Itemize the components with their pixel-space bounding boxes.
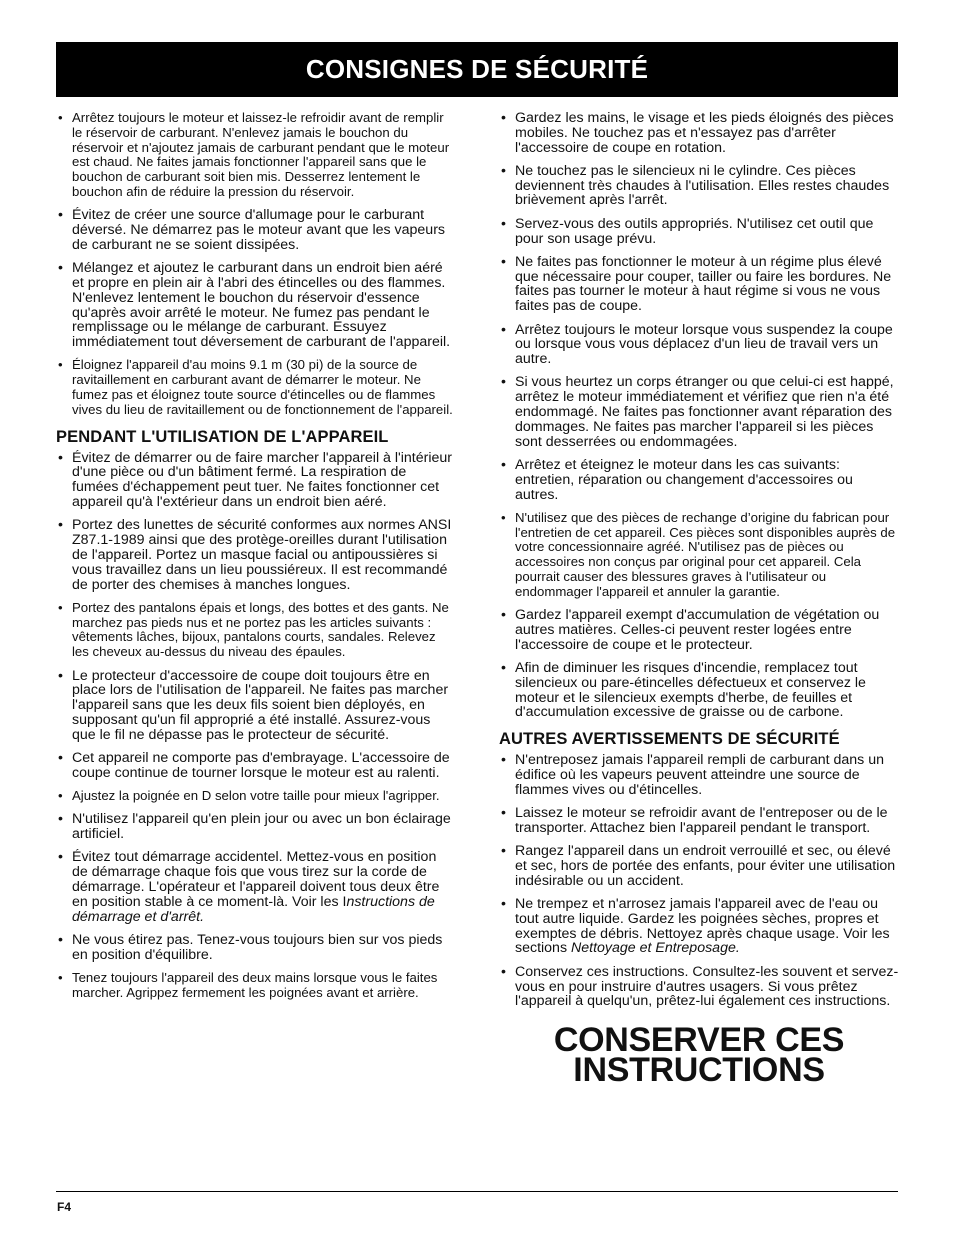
closing-title-line: INSTRUCTIONS xyxy=(573,1051,825,1090)
list-item: • Servez-vous des outils appropriés. N'utilisez cet outil que pour son usage prévu. xyxy=(499,217,899,247)
list-item: • Laissez le moteur se refroidir avant de l'entreposer ou de le transporter. Attachez bien l'appareil pendant le transport. xyxy=(499,806,899,836)
list-item: • Portez des lunettes de sécurité conformes aux normes ANSI Z87.1-1989 ainsi que des protège-oreilles durant l'utilisation de l'appareil. Portez un masque facial ou antipoussières si vous travaillez dans un lieu poussiéreux. Il est recommandé de porter des chemises à manches longues. xyxy=(56,518,456,592)
list-item: • Évitez de démarrer ou de faire marcher l'appareil à l'intérieur d'une pièce ou d'un bâtiment fermé. La respiration de fumées d'échappement peut tuer. Ne faites fonctionner cet appareil qu'à l'extérieur dans un endroit bien aéré. xyxy=(56,451,456,510)
list-item: • Portez des pantalons épais et longs, des bottes et des gants. Ne marchez pas pieds nus et ne portez pas les articles suivants : vêtements lâches, bijoux, pantalons courts, sandales. Relevez les cheveux au-dessus du niveau des épaules. xyxy=(56,601,456,660)
closing-title-line: CONSERVER CES xyxy=(553,1021,845,1060)
page-number: F4 xyxy=(57,1200,72,1214)
general-safety-list xyxy=(499,111,899,720)
list-item: • Rangez l'appareil dans un endroit verrouillé et sec, ou élevé et sec, hors de portée des enfants, pour éviter une utilisation indésirable ou un accident. xyxy=(499,844,899,888)
list-item: • N'entreposez jamais l'appareil rempli de carburant dans un édifice où les vapeurs peuvent atteindre une source de flammes vives ou d'étincelles. xyxy=(499,753,899,797)
list-item-text: Évitez tout démarrage accidentel. Mettez-vous en position de démarrage chaque fois que vous tirez sur la corde de démarrage. L'opérateur et l'appareil doivent tous deux être en position stable à ce moment-là. Voir les I xyxy=(72,849,440,910)
section-heading-other-warnings: AUTRES AVERTISSEMENTS DE SÉCURITÉ xyxy=(499,730,840,749)
list-item: • Tenez toujours l'appareil des deux mains lorsque vous le faites marcher. Agrippez fermement les poignées avant et arrière. xyxy=(56,971,456,1001)
list-item: • N'utilisez que des pièces de rechange d’origine du fabrican pour l'entretien de cet appareil. Ces pièces sont disponibles auprès de votre concessionnaire agréé. N'utilisez pas de pièces ou accessoires non conçus par original pour cet appareil. Cela pourrait causer des blessures graves à l'utilisateur ou endommager l'appareil et annuler la garantie. xyxy=(499,511,899,600)
left-column xyxy=(56,111,456,1009)
list-item: • Arrêtez toujours le moteur lorsque vous suspendez la coupe ou lorsque vous vous déplacez d'un lieu de travail vers un autre. xyxy=(499,323,899,367)
list-item: • Ne faites pas fonctionner le moteur à un régime plus élevé que nécessaire pour couper, tailler ou faire les bordures. Ne faites pas tourner le moteur à haut régime si vous ne vous faites pas de coupe. xyxy=(499,255,899,314)
fuel-safety-list xyxy=(56,111,456,418)
list-item: • Si vous heurtez un corps étranger ou que celui-ci est happé, arrêtez le moteur immédiatement et vérifiez que rien n'a été endommagé. Ne faites pas fonctionner avant réparation des dommages. Ne faites pas marcher l'appareil si les pièces sont desserrées ou endommagées. xyxy=(499,375,899,449)
closing-title xyxy=(499,1021,899,1090)
other-warnings-list xyxy=(499,753,899,1009)
operation-list xyxy=(56,451,456,1001)
list-item: • Arrêtez et éteignez le moteur dans les cas suivants: entretien, réparation ou changement d'accessoires ou autres. xyxy=(499,458,899,502)
list-item: • Le protecteur d'accessoire de coupe doit toujours être en place lors de l'utilisation de l'appareil. Ne faites pas marcher l'appareil sans que les deux fils soient bien déployés, en supposant qu'un fil approprié a été installé. Assurez-vous que le fil ne dépasse pas le protecteur de sécurité. xyxy=(56,669,456,743)
list-item: • Évitez de créer une source d'allumage pour le carburant déversé. Ne démarrez pas le moteur avant que les vapeurs de carburant ne se soient dissipées. xyxy=(56,208,456,252)
list-item: • Conservez ces instructions. Consultez-les souvent et servez-vous en pour instruire d'autres usagers. Si vous prêtez l'appareil à quelqu'un, prêtez-lui également ces instructions. xyxy=(499,965,899,1009)
cross-reference: nstructions de démarrage et d'arrêt. xyxy=(72,893,435,925)
section-banner xyxy=(56,42,898,97)
list-item xyxy=(56,850,456,924)
list-item: • Gardez l'appareil exempt d'accumulation de végétation ou autres matières. Celles-ci peuvent rester logées entre l'accessoire de coupe et le protecteur. xyxy=(499,608,899,652)
list-item: • Mélangez et ajoutez le carburant dans un endroit bien aéré et propre en plein air à l'abri des étincelles ou des flammes. N'enlevez lentement le bouchon du réservoir d'essence qu'après avoir arrêté le moteur. Ne fumez pas pendant le remplissage ou le mélange de carburant. Essuyez immédiatement tout déversement de carburant de l'appareil. xyxy=(56,261,456,350)
cross-reference: Nettoyage et Entreposage. xyxy=(571,940,740,957)
footer-divider xyxy=(56,1191,898,1192)
list-item: • Gardez les mains, le visage et les pieds éloignés des pièces mobiles. Ne touchez pas et n'essayez pas d'arrêter l'accessoire de coupe en rotation. xyxy=(499,111,899,155)
section-heading-operation: PENDANT L'UTILISATION DE L'APPAREIL xyxy=(56,427,389,446)
list-item: • Éloignez l'appareil d'au moins 9.1 m (30 pi) de la source de ravitaillement en carburant avant de démarrer le moteur. Ne fumez pas et éloignez toute source d'étincelles ou de flammes vives du lieu de ravitaillement ou de fonctionnement de l'appareil. xyxy=(56,358,456,417)
page-title: CONSIGNES DE SÉCURITÉ xyxy=(305,54,649,84)
list-item: • Ajustez la poignée en D selon votre taille pour mieux l'agripper. xyxy=(56,789,456,804)
list-item: • Arrêtez toujours le moteur et laissez-le refroidir avant de remplir le réservoir de carburant. N'enlevez jamais le bouchon du réservoir et n'ajoutez jamais de carburant pendant que le moteur est chaud. Ne faites jamais fonctionner l'appareil sans que le bouchon de carburant soit bien mis. Desserrez lentement le bouchon afin de réduire la pression du réservoir. xyxy=(56,111,456,200)
list-item: • Afin de diminuer les risques d'incendie, remplacez tout silencieux ou pare-étincelles défectueux et conservez le moteur et le silencieux exempts d'herbe, de feuilles et d'accumulation excessive de graisse ou de carbone. xyxy=(499,661,899,720)
right-column xyxy=(499,110,899,1090)
list-item xyxy=(499,897,899,956)
list-item: • N'utilisez l'appareil qu'en plein jour ou avec un bon éclairage artificiel. xyxy=(56,812,456,842)
list-item-text: Ne trempez et n'arrosez jamais l'appareil avec de l'eau ou tout autre liquide. Gardez les poignées sèches, propres et exemptes de débris. Nettoyez après chaque usage. Voir les sections xyxy=(515,896,890,957)
list-item: • Ne touchez pas le silencieux ni le cylindre. Ces pièces deviennent très chaudes à l'utilisation. Elles restes chaudes brièvement après l'arrêt. xyxy=(499,164,899,208)
list-item: • Ne vous étirez pas. Tenez-vous toujours bien sur vos pieds en position d'équilibre. xyxy=(56,933,456,963)
list-item: • Cet appareil ne comporte pas d'embrayage. L'accessoire de coupe continue de tourner lorsque le moteur est au ralenti. xyxy=(56,751,456,781)
